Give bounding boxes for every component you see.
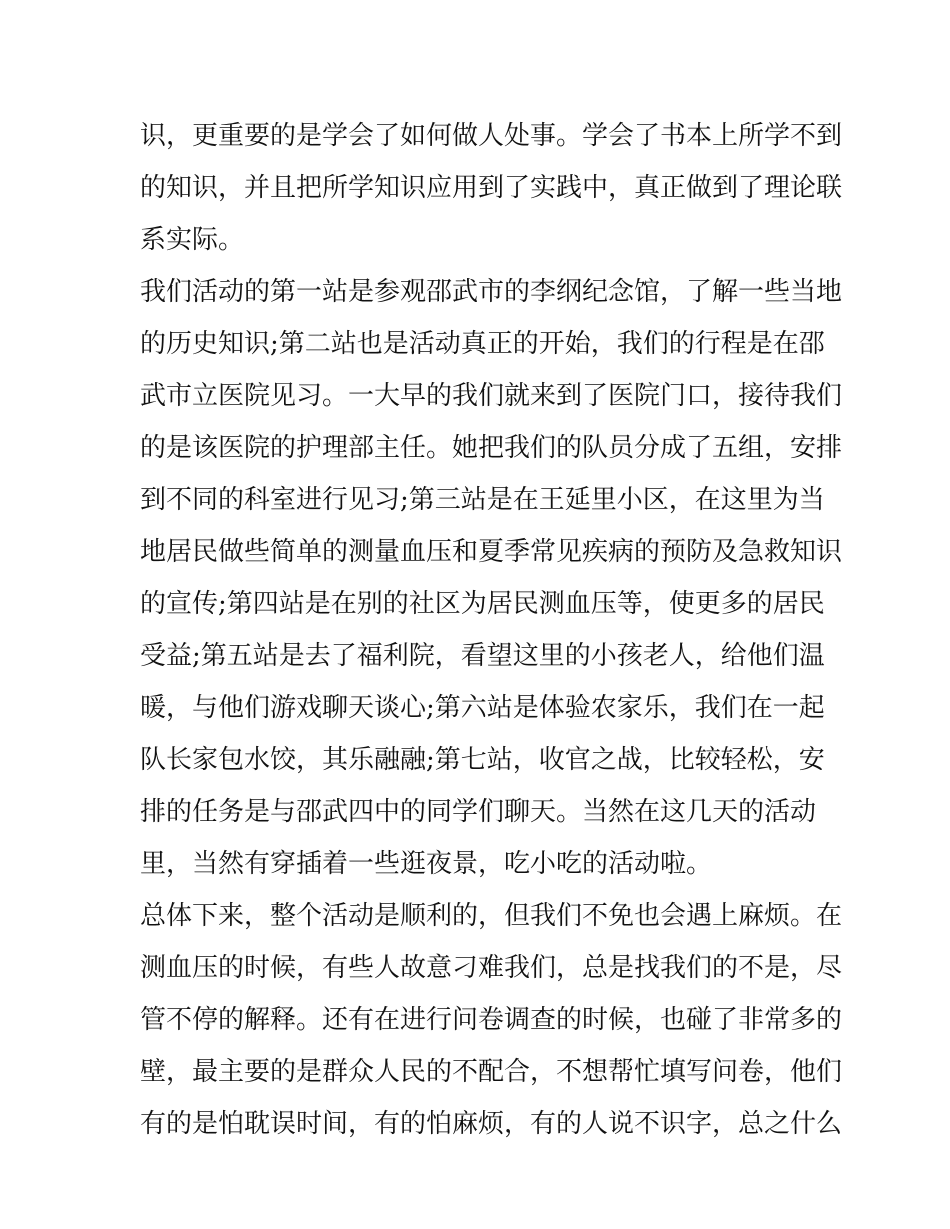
text-line: 里，当然有穿插着一些逛夜景，吃小吃的活动啦。 bbox=[140, 849, 713, 879]
text-line: 队长家包水饺，其乐融融;第七站，收官之战，比较轻松，安 bbox=[140, 745, 825, 775]
text-line: 的历史知识;第二站也是活动真正的开始，我们的行程是在邵 bbox=[140, 329, 825, 359]
text-line: 系实际。 bbox=[140, 225, 245, 255]
text-line: 识，更重要的是学会了如何做人处事。学会了书本上所学不到 bbox=[140, 121, 843, 151]
text-line: 到不同的科室进行见习;第三站是在王延里小区，在这里为当 bbox=[140, 485, 825, 515]
text-line: 管不停的解释。还有在进行问卷调查的时候，也碰了非常多的 bbox=[140, 1005, 843, 1035]
text-line: 受益;第五站是去了福利院，看望这里的小孩老人，给他们温 bbox=[140, 641, 825, 671]
body-text bbox=[140, 110, 843, 1150]
text-line: 排的任务是与邵武四中的同学们聊天。当然在这几天的活动 bbox=[140, 797, 817, 827]
text-line: 测血压的时候，有些人故意刁难我们，总是找我们的不是，尽 bbox=[140, 953, 843, 983]
text-line: 有的是怕耽误时间，有的怕麻烦，有的人说不识字，总之什么 bbox=[140, 1109, 843, 1139]
text-line: 的是该医院的护理部主任。她把我们的队员分成了五组，安排 bbox=[140, 433, 843, 463]
text-line: 我们活动的第一站是参观邵武市的李纲纪念馆，了解一些当地 bbox=[140, 277, 843, 307]
text-line: 武市立医院见习。一大早的我们就来到了医院门口，接待我们 bbox=[140, 381, 843, 411]
text-line: 壁，最主要的是群众人民的不配合，不想帮忙填写问卷，他们 bbox=[140, 1057, 843, 1087]
text-line: 总体下来，整个活动是顺利的，但我们不免也会遇上麻烦。在 bbox=[140, 901, 843, 931]
text-line: 暖，与他们游戏聊天谈心;第六站是体验农家乐，我们在一起 bbox=[140, 693, 825, 723]
text-line: 的宣传;第四站是在别的社区为居民测血压等，使更多的居民 bbox=[140, 589, 825, 619]
text-line: 地居民做些简单的测量血压和夏季常见疾病的预防及急救知识 bbox=[140, 537, 843, 567]
text-line: 的知识，并且把所学知识应用到了实践中，真正做到了理论联 bbox=[140, 173, 843, 203]
